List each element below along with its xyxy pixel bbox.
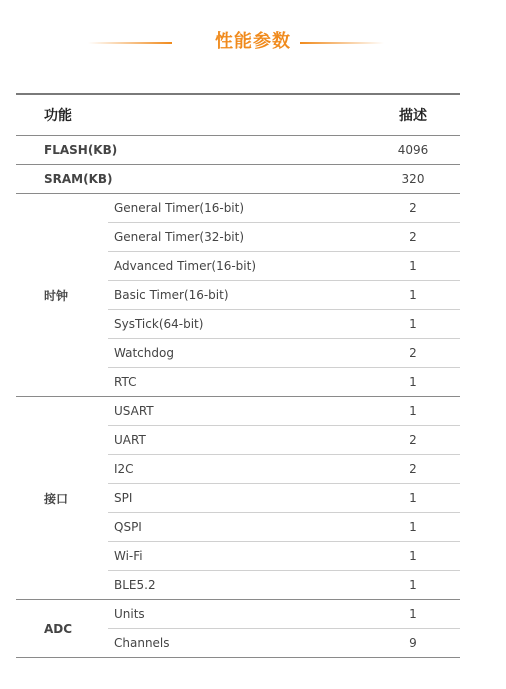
row-label: UART xyxy=(108,426,366,455)
row-value: 1 xyxy=(366,600,460,629)
row-label: SysTick(64-bit) xyxy=(108,310,366,339)
row-value: 1 xyxy=(366,252,460,281)
row-value: 2 xyxy=(366,339,460,368)
table-row xyxy=(16,136,460,165)
group-label: ADC xyxy=(16,600,108,658)
row-value: 9 xyxy=(366,629,460,658)
heading-rule-right xyxy=(300,42,384,44)
table-row xyxy=(16,194,460,223)
group-label: 时钟 xyxy=(16,194,108,397)
group-label: 接口 xyxy=(16,397,108,600)
row-label: QSPI xyxy=(108,513,366,542)
spec-table xyxy=(16,93,460,658)
header-description: 描述 xyxy=(366,94,460,136)
row-label: SRAM(KB) xyxy=(16,165,366,194)
header-function: 功能 xyxy=(16,94,366,136)
row-value: 1 xyxy=(366,310,460,339)
row-value: 4096 xyxy=(366,136,460,165)
row-value: 2 xyxy=(366,426,460,455)
spec-table-body xyxy=(16,136,460,658)
row-value: 1 xyxy=(366,484,460,513)
row-value: 2 xyxy=(366,194,460,223)
table-row xyxy=(16,397,460,426)
row-label: BLE5.2 xyxy=(108,571,366,600)
row-value: 2 xyxy=(366,455,460,484)
table-header-row xyxy=(16,94,460,136)
row-label: I2C xyxy=(108,455,366,484)
row-label: FLASH(KB) xyxy=(16,136,366,165)
row-label: Basic Timer(16-bit) xyxy=(108,281,366,310)
section-heading xyxy=(0,29,506,57)
table-row xyxy=(16,600,460,629)
row-label: Units xyxy=(108,600,366,629)
row-label: USART xyxy=(108,397,366,426)
row-label: Wi-Fi xyxy=(108,542,366,571)
row-label: Advanced Timer(16-bit) xyxy=(108,252,366,281)
row-value: 1 xyxy=(366,542,460,571)
row-value: 1 xyxy=(366,397,460,426)
row-value: 1 xyxy=(366,281,460,310)
row-value: 1 xyxy=(366,513,460,542)
row-label: General Timer(32-bit) xyxy=(108,223,366,252)
row-value: 2 xyxy=(366,223,460,252)
table-row xyxy=(16,165,460,194)
row-label: Watchdog xyxy=(108,339,366,368)
row-label: SPI xyxy=(108,484,366,513)
row-value: 320 xyxy=(366,165,460,194)
row-value: 1 xyxy=(366,571,460,600)
row-label: RTC xyxy=(108,368,366,397)
row-value: 1 xyxy=(366,368,460,397)
row-label: Channels xyxy=(108,629,366,658)
row-label: General Timer(16-bit) xyxy=(108,194,366,223)
heading-title: 性能参数 xyxy=(215,31,291,52)
